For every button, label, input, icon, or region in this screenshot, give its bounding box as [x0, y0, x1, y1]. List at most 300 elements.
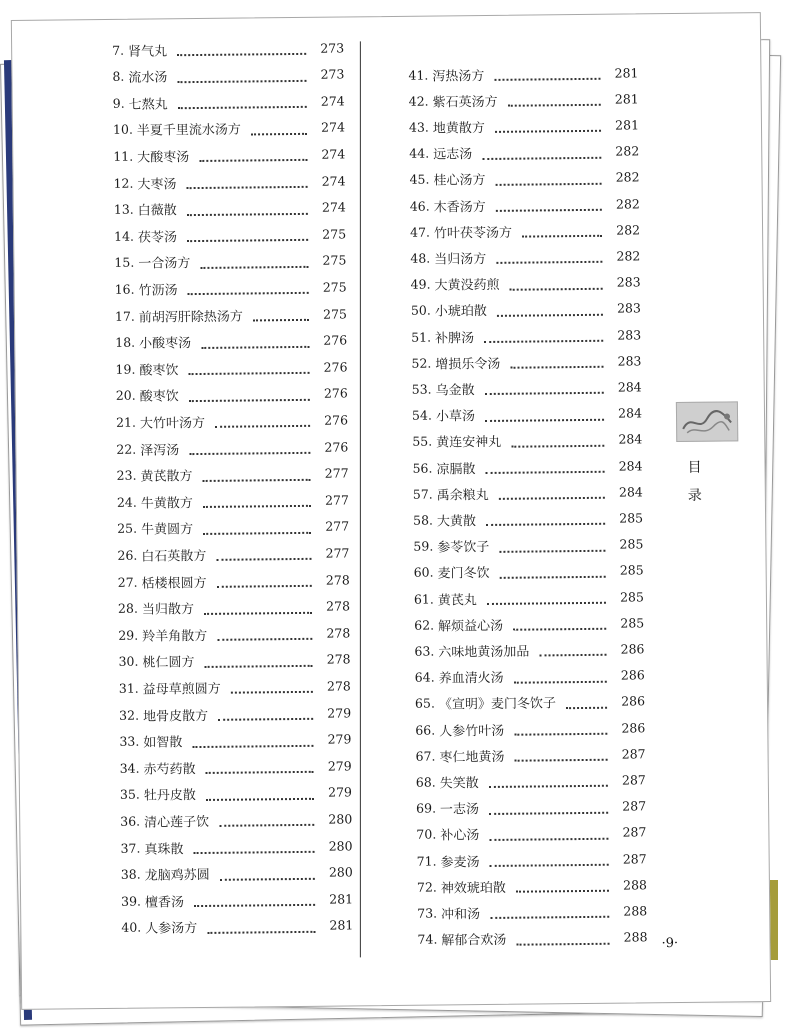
dot-leader: [200, 254, 308, 269]
toc-entry-title: 大竹叶汤方: [139, 415, 206, 432]
toc-entry-page: 279: [327, 704, 352, 721]
dot-leader: [496, 197, 602, 212]
toc-entry-title: 前胡泻肝除热汤方: [138, 309, 243, 326]
toc-entry: [416, 820, 646, 846]
toc-entry-page: 276: [323, 332, 348, 348]
toc-entry-page: 288: [622, 877, 648, 893]
dot-leader: [489, 799, 608, 814]
toc-entry: [115, 355, 347, 381]
toc-entry-page: 273: [320, 39, 345, 56]
dot-leader: [177, 67, 306, 82]
toc-entry-page: 283: [616, 274, 641, 290]
toc-entry-number: 65.: [414, 695, 435, 712]
toc-entry-page: 284: [618, 484, 643, 500]
toc-entry: [114, 222, 346, 248]
toc-entry: [113, 168, 345, 194]
toc-entry-page: 277: [324, 492, 349, 508]
dot-leader: [497, 302, 603, 317]
toc-entry-page: 282: [615, 143, 640, 159]
toc-entry: [408, 60, 638, 86]
toc-entry-title: 羚羊角散方: [142, 628, 208, 645]
toc-entry-page: 286: [620, 667, 645, 683]
toc-entry-number: 67.: [415, 748, 436, 764]
toc-entry: [417, 899, 647, 925]
dot-leader: [203, 493, 311, 508]
dot-leader: [206, 786, 314, 801]
dot-leader: [487, 590, 606, 605]
toc-entry-number: 66.: [415, 722, 436, 738]
section-title: [684, 454, 705, 510]
toc-entry-title: 地黄散方: [432, 120, 485, 137]
toc-entry-page: 285: [619, 588, 644, 605]
toc-entry-title: 凉膈散: [436, 461, 476, 478]
toc-entry-page: 288: [623, 903, 648, 919]
toc-entry-title: 桂心汤方: [433, 173, 486, 189]
toc-entry-page: 286: [621, 693, 646, 709]
toc-entry-title: 紫石英汤方: [432, 94, 498, 111]
toc-entry-title: 冲和汤: [441, 906, 481, 923]
toc-entry-title: 流水汤: [128, 70, 168, 86]
toc-entry-page: 278: [326, 651, 351, 667]
toc-entry: [114, 195, 346, 221]
toc-entry-page: 277: [325, 545, 350, 561]
toc-entry: [120, 780, 352, 806]
toc-entry-title: 枣仁地黄汤: [439, 749, 505, 766]
toc-entry-title: 神效琥珀散: [440, 880, 506, 897]
toc-entry-page: 282: [616, 222, 641, 238]
toc-entry-page: 279: [327, 731, 352, 747]
toc-entry-title: 麦门冬饮: [437, 566, 490, 582]
toc-entry-number: 27.: [117, 574, 138, 590]
dot-leader: [516, 930, 609, 945]
toc-entry-title: 禹余粮丸: [436, 487, 489, 504]
dot-leader: [485, 380, 604, 395]
toc-entry-page: 280: [328, 864, 353, 880]
toc-entry-number: 41.: [408, 67, 429, 83]
toc-entry: [118, 647, 350, 673]
dot-leader: [514, 747, 607, 762]
toc-entry: [119, 674, 351, 700]
toc-entry-page: 275: [322, 226, 347, 242]
toc-entry-page: 278: [326, 678, 351, 694]
toc-entry-page: 284: [618, 457, 643, 474]
toc-entry: [412, 401, 642, 427]
toc-entry-title: 增损乐令汤: [435, 356, 501, 373]
toc-entry: [417, 873, 647, 899]
toc-entry-number: 13.: [113, 201, 134, 217]
toc-entry-page: 274: [321, 172, 346, 189]
toc-entry-page: 277: [324, 465, 349, 481]
dot-leader: [484, 328, 603, 343]
toc-entry: [413, 480, 643, 506]
toc-entry-title: 参苓饮子: [437, 540, 490, 556]
toc-entry-number: 22.: [116, 441, 137, 457]
toc-entry-title: 如智散: [143, 735, 183, 751]
dot-leader: [178, 94, 307, 109]
toc-entry: [411, 322, 641, 348]
toc-entry: [118, 594, 350, 620]
dot-leader: [202, 466, 310, 481]
dot-leader: [194, 892, 315, 907]
toc-entry-title: 大黄没药煎: [434, 277, 500, 294]
toc-entry-number: 46.: [409, 198, 430, 214]
toc-entry-page: 286: [621, 719, 646, 736]
toc-entry-page: 274: [320, 93, 345, 109]
dot-leader: [189, 440, 310, 455]
toc-entry-number: 58.: [413, 512, 434, 528]
toc-entry: [409, 87, 639, 113]
dot-leader: [485, 406, 604, 421]
dot-leader: [485, 459, 604, 474]
toc-entry-number: 36.: [120, 813, 141, 829]
toc-entry-number: 11.: [113, 148, 134, 164]
toc-entry: [413, 532, 643, 558]
page-number: ·9·: [661, 936, 679, 952]
toc-entry-title: 泽泻汤: [140, 442, 180, 459]
dot-leader: [193, 839, 314, 854]
dot-leader: [188, 360, 309, 375]
toc-entry-number: 28.: [117, 600, 138, 616]
toc-entry: [112, 35, 344, 61]
toc-entry: [117, 488, 349, 514]
toc-entry: [117, 514, 349, 540]
toc-entry: [119, 700, 351, 726]
toc-entry-page: 285: [619, 536, 644, 552]
toc-entry-title: 一志汤: [439, 802, 480, 818]
toc-entry-title: 补脾汤: [435, 330, 475, 347]
toc-entry-page: 284: [618, 431, 643, 447]
toc-entry-number: 71.: [416, 853, 437, 869]
toc-entry: [120, 754, 352, 780]
dot-leader: [509, 275, 602, 290]
toc-entry: [116, 434, 348, 460]
dot-leader: [508, 92, 601, 107]
toc-entry-page: 279: [327, 758, 352, 774]
dot-leader: [206, 759, 314, 774]
toc-entry-title: 酸枣饮: [139, 389, 179, 405]
toc-entry: [415, 663, 645, 689]
toc-entry: [410, 218, 640, 244]
dot-leader: [251, 121, 307, 136]
toc-entry-number: 19.: [115, 361, 136, 377]
toc-entry-number: 40.: [121, 919, 142, 936]
toc-entry-title: 地骨皮散方: [142, 708, 209, 725]
dot-leader: [177, 41, 306, 56]
dot-leader: [511, 433, 604, 448]
toc-entry-page: 281: [615, 117, 640, 133]
toc-entry-number: 34.: [119, 760, 140, 776]
toc-entry-page: 282: [615, 169, 640, 185]
dot-leader: [187, 227, 308, 242]
dot-leader: [187, 280, 308, 295]
toc-entry-number: 7.: [112, 42, 125, 58]
toc-entry-number: 25.: [117, 520, 138, 537]
toc-entry-number: 44.: [409, 145, 430, 161]
toc-entry: [412, 453, 642, 479]
toc-entry-page: 288: [623, 929, 648, 945]
toc-entry-page: 282: [615, 195, 640, 212]
dot-leader: [217, 573, 312, 588]
toc-entry-page: 283: [617, 353, 642, 369]
toc-entry: [119, 727, 351, 753]
toc-entry-page: 281: [614, 91, 639, 107]
toc-entry-number: 17.: [114, 308, 135, 324]
toc-entry-title: 解郁合欢汤: [441, 932, 507, 949]
toc-entry-page: 287: [622, 824, 647, 840]
toc-entry-title: 人参汤方: [145, 921, 198, 937]
toc-entry-title: 远志汤: [433, 147, 473, 163]
toc-entry-number: 20.: [115, 387, 136, 404]
toc-entry-page: 280: [328, 837, 353, 854]
toc-entry-number: 55.: [412, 433, 433, 450]
toc-entry-title: 一合汤方: [138, 256, 191, 272]
toc-entry-number: 68.: [415, 774, 436, 790]
dot-leader: [489, 826, 608, 841]
toc-entry-number: 63.: [414, 643, 435, 659]
toc-entry-number: 51.: [411, 329, 432, 345]
toc-entry-title: 竹叶茯苓汤方: [433, 225, 513, 242]
toc-entry-page: 277: [325, 518, 350, 534]
toc-entry-number: 61.: [413, 591, 434, 607]
dot-leader: [522, 223, 602, 238]
toc-entry-page: 276: [324, 438, 349, 455]
toc-entry: [416, 794, 646, 820]
dot-leader: [217, 626, 312, 641]
dot-leader: [215, 413, 310, 428]
toc-entry: [113, 89, 345, 115]
toc-entry-number: 32.: [119, 707, 140, 723]
toc-entry-title: 檀香汤: [144, 894, 185, 911]
toc-entry-page: 275: [322, 305, 348, 322]
toc-entry-title: 黄芪丸: [437, 592, 477, 609]
toc-entry-title: 半夏千里流水汤方: [136, 122, 241, 139]
toc-entry-number: 31.: [118, 680, 139, 696]
toc-entry-number: 69.: [416, 800, 437, 816]
toc-entry-title: 大黄散: [436, 514, 477, 530]
toc-entry-title: 木香汤方: [433, 199, 486, 216]
toc-entry-title: 小酸枣汤: [139, 336, 192, 352]
toc-entry: [411, 296, 641, 322]
toc-entry-title: 七熬丸: [128, 97, 168, 113]
toc-entry: [120, 833, 352, 859]
toc-entry-page: 274: [321, 119, 346, 136]
toc-entry-number: 72.: [416, 879, 437, 895]
toc-entry-title: 当归汤方: [434, 251, 487, 268]
toc-entry-title: 当归散方: [141, 602, 195, 618]
toc-entry-number: 9.: [112, 95, 125, 111]
toc-entry-number: 16.: [114, 281, 135, 297]
toc-entry: [121, 860, 353, 886]
toc-entry-title: 酸枣饮: [139, 362, 179, 379]
toc-entry-title: 茯苓汤: [137, 229, 178, 246]
toc-entry: [409, 113, 639, 139]
toc-entry: [412, 375, 642, 401]
dot-leader: [495, 171, 601, 186]
toc-entry-number: 52.: [411, 355, 432, 371]
toc-entry: [114, 248, 346, 274]
dot-leader: [499, 537, 605, 552]
toc-entry-page: 287: [621, 772, 646, 788]
toc-entry-number: 30.: [118, 653, 139, 670]
dot-leader: [489, 852, 608, 867]
toc-entry-title: 牛黄散方: [140, 495, 193, 512]
toc-entry-page: 278: [326, 625, 351, 641]
toc-entry-number: 18.: [115, 334, 136, 350]
toc-entry-number: 56.: [412, 460, 433, 476]
section-title-char: 目: [687, 459, 702, 476]
toc-entry-number: 60.: [413, 564, 434, 581]
dot-leader: [499, 485, 605, 500]
dot-leader: [207, 919, 315, 934]
toc-entry-page: 284: [617, 379, 642, 395]
toc-page: [11, 12, 771, 1010]
dot-leader: [499, 564, 605, 579]
dot-leader: [186, 174, 307, 189]
toc-entry-number: 12.: [113, 175, 134, 191]
toc-entry-title: 赤芍药散: [143, 761, 196, 778]
toc-entry-title: 大枣汤: [137, 176, 177, 193]
toc-entry-page: 275: [322, 279, 347, 295]
toc-entry: [409, 165, 639, 191]
toc-entry-title: 桃仁圆方: [142, 655, 195, 671]
toc-entry: [115, 328, 347, 354]
toc-entry-number: 70.: [416, 826, 437, 843]
toc-entry-title: 益母草煎圆方: [142, 681, 221, 698]
toc-entry: [118, 621, 350, 647]
toc-entry-title: 清心莲子饮: [144, 814, 210, 831]
toc-entry: [417, 846, 647, 872]
toc-entry-number: 37.: [120, 840, 141, 856]
book-edge: [770, 880, 778, 960]
toc-entry-number: 54.: [411, 407, 432, 423]
toc-entry: [414, 637, 644, 663]
toc-entry-number: 64.: [414, 669, 435, 685]
dot-leader: [489, 773, 608, 788]
toc-entry-number: 29.: [118, 627, 139, 643]
toc-entry: [112, 62, 344, 88]
dot-leader: [187, 200, 308, 215]
dot-leader: [204, 653, 312, 668]
toc-entry-number: 45.: [409, 171, 430, 188]
dot-leader: [218, 706, 313, 721]
toc-entry-number: 50.: [410, 302, 431, 319]
toc-entry-page: 287: [621, 746, 646, 762]
toc-entry-page: 287: [622, 798, 647, 814]
toc-entry-title: 解烦益心汤: [438, 618, 504, 635]
toc-entry: [116, 461, 348, 487]
dot-leader: [199, 147, 307, 162]
toc-entry: [411, 349, 641, 375]
toc-entry-title: 人参竹叶汤: [439, 723, 505, 740]
toc-entry-number: 53.: [411, 381, 432, 397]
dot-leader: [220, 865, 315, 880]
toc-entry-title: 真珠散: [144, 841, 184, 858]
toc-entry: [410, 191, 640, 217]
toc-entry-number: 33.: [119, 733, 140, 749]
dot-leader: [539, 642, 606, 657]
dot-leader: [231, 679, 313, 694]
toc-entry-title: 乌金散: [435, 383, 475, 399]
dot-leader: [516, 878, 609, 893]
toc-entry-page: 285: [619, 562, 644, 578]
toc-entry-number: 47.: [410, 224, 431, 240]
toc-entry-title: 龙脑鸡苏圆: [144, 868, 210, 884]
toc-entry: [415, 742, 645, 768]
toc-entry-page: 278: [326, 598, 351, 614]
toc-entry-title: 牛黄圆方: [141, 522, 194, 538]
toc-entry-page: 276: [323, 359, 348, 375]
dot-leader: [201, 333, 309, 348]
dot-leader: [189, 387, 310, 402]
dot-leader: [482, 144, 601, 159]
toc-entry-number: 42.: [408, 93, 429, 109]
toc-entry-title: 六味地黄汤加品: [438, 644, 530, 661]
toc-entry-number: 73.: [417, 905, 438, 921]
toc-entry: [116, 408, 348, 434]
dot-leader: [496, 249, 602, 264]
dot-leader: [486, 511, 605, 526]
toc-entry-number: 23.: [116, 467, 137, 483]
toc-entry-page: 279: [328, 784, 353, 800]
dot-leader: [216, 546, 311, 561]
toc-entry-page: 281: [329, 891, 354, 907]
toc-entry-title: 参麦汤: [440, 854, 480, 870]
toc-entry: [115, 301, 347, 327]
dot-leader: [514, 668, 607, 683]
toc-entry-page: 278: [325, 571, 350, 588]
toc-entry-title: 白薇散: [137, 203, 177, 219]
toc-entry-title: 小草汤: [435, 409, 476, 425]
toc-entry: [113, 142, 345, 168]
toc-entry: [416, 768, 646, 794]
toc-entry-number: 57.: [412, 486, 433, 502]
dot-leader: [490, 904, 609, 919]
toc-entry-title: 栝楼根圆方: [141, 575, 207, 592]
toc-entry-page: 281: [614, 64, 639, 81]
toc-entry-title: 大酸枣汤: [137, 149, 190, 166]
toc-entry-title: 泻热汤方: [432, 68, 485, 85]
column-divider: [360, 41, 361, 957]
toc-entry: [415, 715, 645, 741]
toc-entry: [121, 887, 353, 913]
toc-entry-title: 肾气丸: [128, 43, 168, 60]
toc-entry-page: 284: [618, 405, 643, 421]
toc-entry-title: 《宣明》麦门冬饮子: [438, 696, 557, 713]
toc-entry-title: 补心汤: [440, 828, 480, 844]
toc-entry-title: 牡丹皮散: [143, 788, 196, 804]
toc-entry-page: 274: [321, 146, 346, 162]
toc-entry-page: 276: [324, 412, 349, 428]
toc-entry-title: 白石英散方: [141, 548, 207, 565]
toc-entry: [413, 506, 643, 532]
toc-entry-number: 15.: [114, 254, 135, 271]
toc-entry-page: 285: [620, 615, 645, 631]
toc-entry: [121, 913, 353, 939]
toc-entry: [117, 541, 349, 567]
toc-entry: [414, 611, 644, 637]
toc-entry: [410, 244, 640, 270]
toc-entry-page: 273: [320, 66, 345, 82]
toc-entry: [414, 584, 644, 610]
toc-entry-number: 39.: [120, 893, 142, 909]
toc-entry-number: 62.: [414, 617, 435, 633]
dot-leader: [219, 812, 314, 827]
dot-leader: [514, 721, 607, 736]
toc-entry-title: 黄连安神丸: [436, 435, 502, 451]
dragon-emblem-icon: [676, 401, 738, 442]
toc-entry-number: 38.: [120, 866, 141, 882]
toc-entry: [118, 567, 350, 593]
